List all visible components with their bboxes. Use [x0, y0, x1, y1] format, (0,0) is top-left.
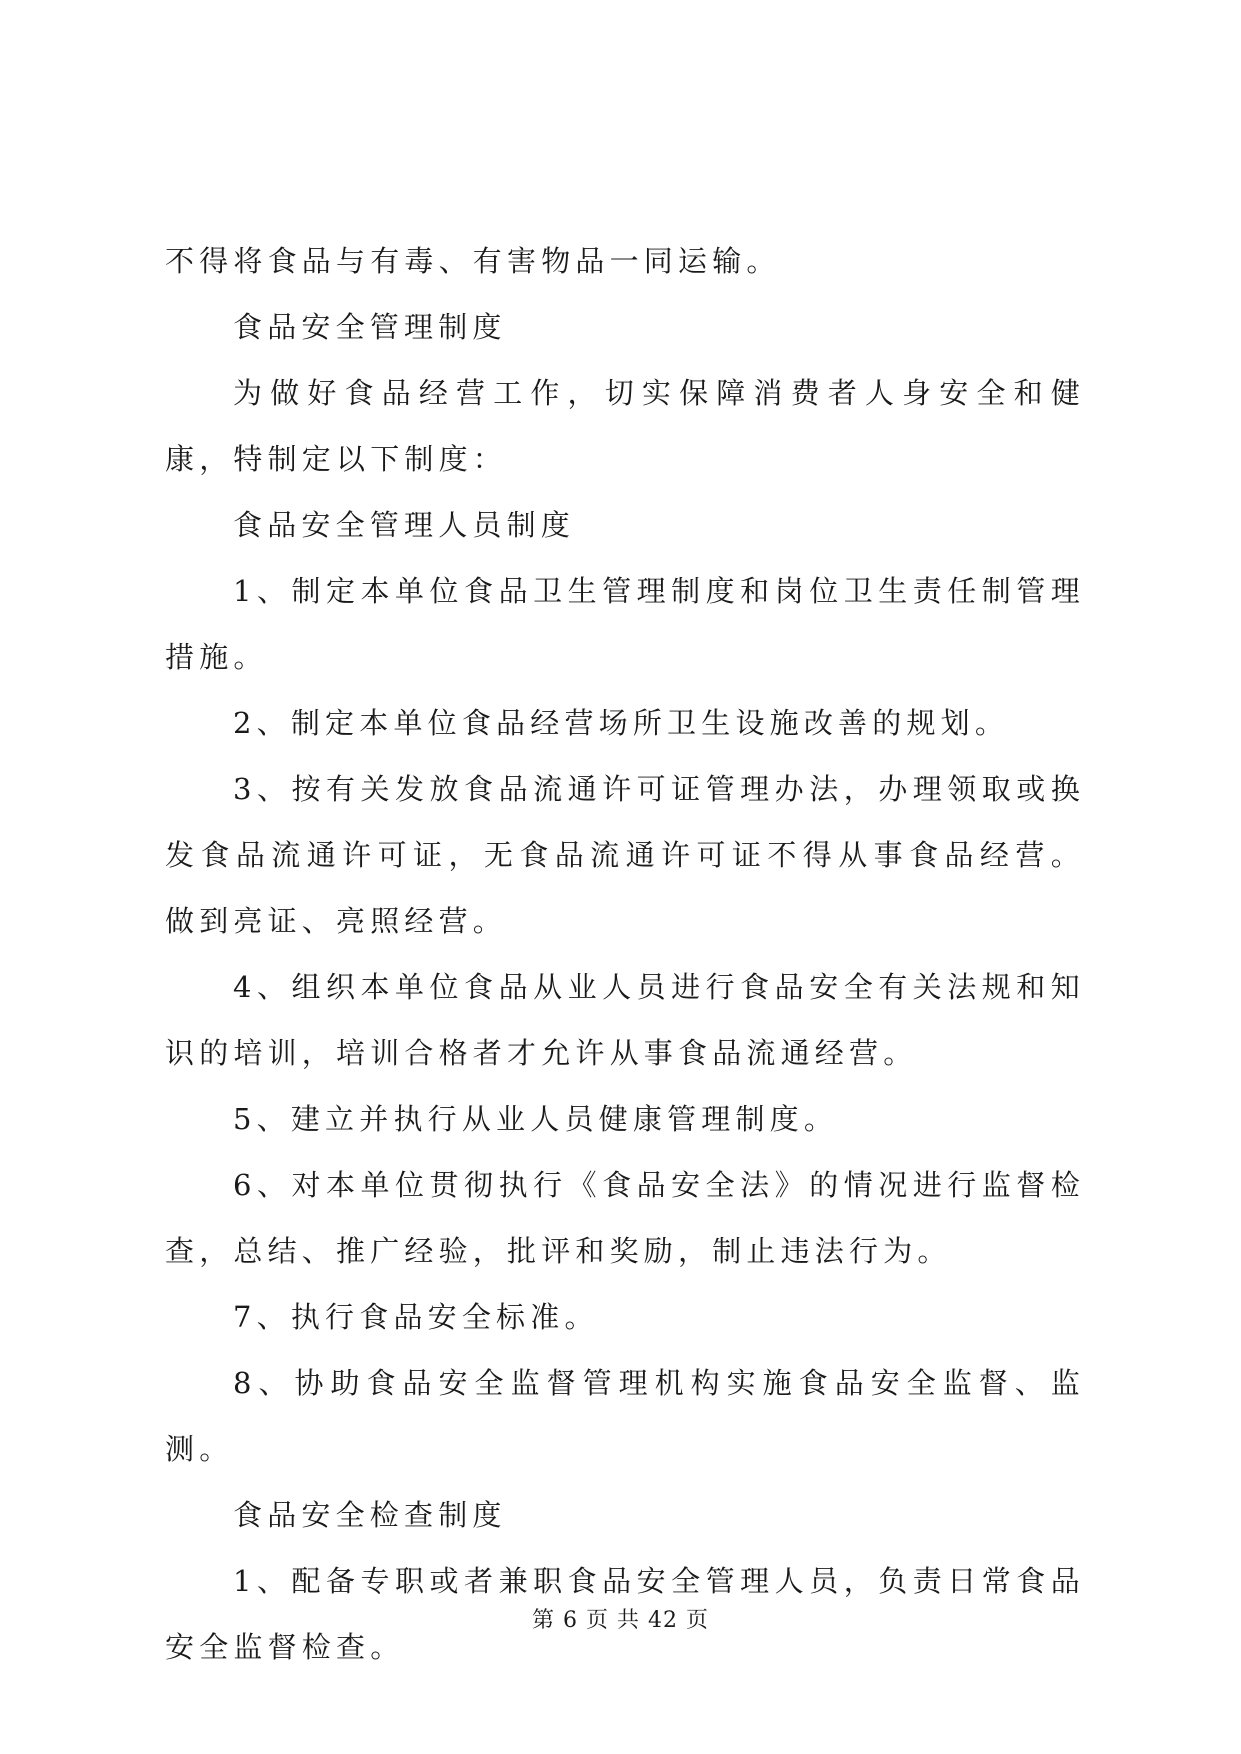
inspection-item-1: 1、配备专职或者兼职食品安全管理人员，负责日常食品安全监督检查。	[165, 1564, 1085, 1664]
list-item-1: 1、制定本单位食品卫生管理制度和岗位卫生责任制管理措施。	[165, 574, 1085, 674]
page-footer: 第 6 页 共 42 页	[532, 1608, 709, 1633]
list-item-4: 4、组织本单位食品从业人员进行食品安全有关法规和知识的培训，培训合格者才允许从事食品流通经营。	[165, 970, 1085, 1070]
list-item-5: 5、建立并执行从业人员健康管理制度。	[233, 1102, 839, 1136]
list-item-3: 3、按有关发放食品流通许可证管理办法，办理领取或换发食品流通许可证，无食品流通许可证不得从事食品经营。做到亮证、亮照经营。	[165, 772, 1085, 938]
paragraph-1: 不得将食品与有毒、有害物品一同运输。	[165, 244, 781, 278]
list-item-6: 6、对本单位贯彻执行《食品安全法》的情况进行监督检查，总结、推广经验，批评和奖励，制止违法行为。	[165, 1168, 1085, 1268]
list-item-8: 8、协助食品安全监督管理机构实施食品安全监督、监测。	[165, 1366, 1085, 1466]
section-heading-food-safety-management: 食品安全管理制度	[233, 310, 507, 344]
section-heading-inspection: 食品安全检查制度	[233, 1498, 507, 1532]
list-item-2: 2、制定本单位食品经营场所卫生设施改善的规划。	[233, 706, 1010, 740]
list-item-7: 7、执行食品安全标准。	[233, 1300, 599, 1334]
paragraph-intro: 为做好食品经营工作，切实保障消费者人身安全和健康，特制定以下制度：	[165, 376, 1085, 476]
section-heading-management-personnel: 食品安全管理人员制度	[233, 508, 576, 542]
document-body	[165, 228, 1085, 1680]
